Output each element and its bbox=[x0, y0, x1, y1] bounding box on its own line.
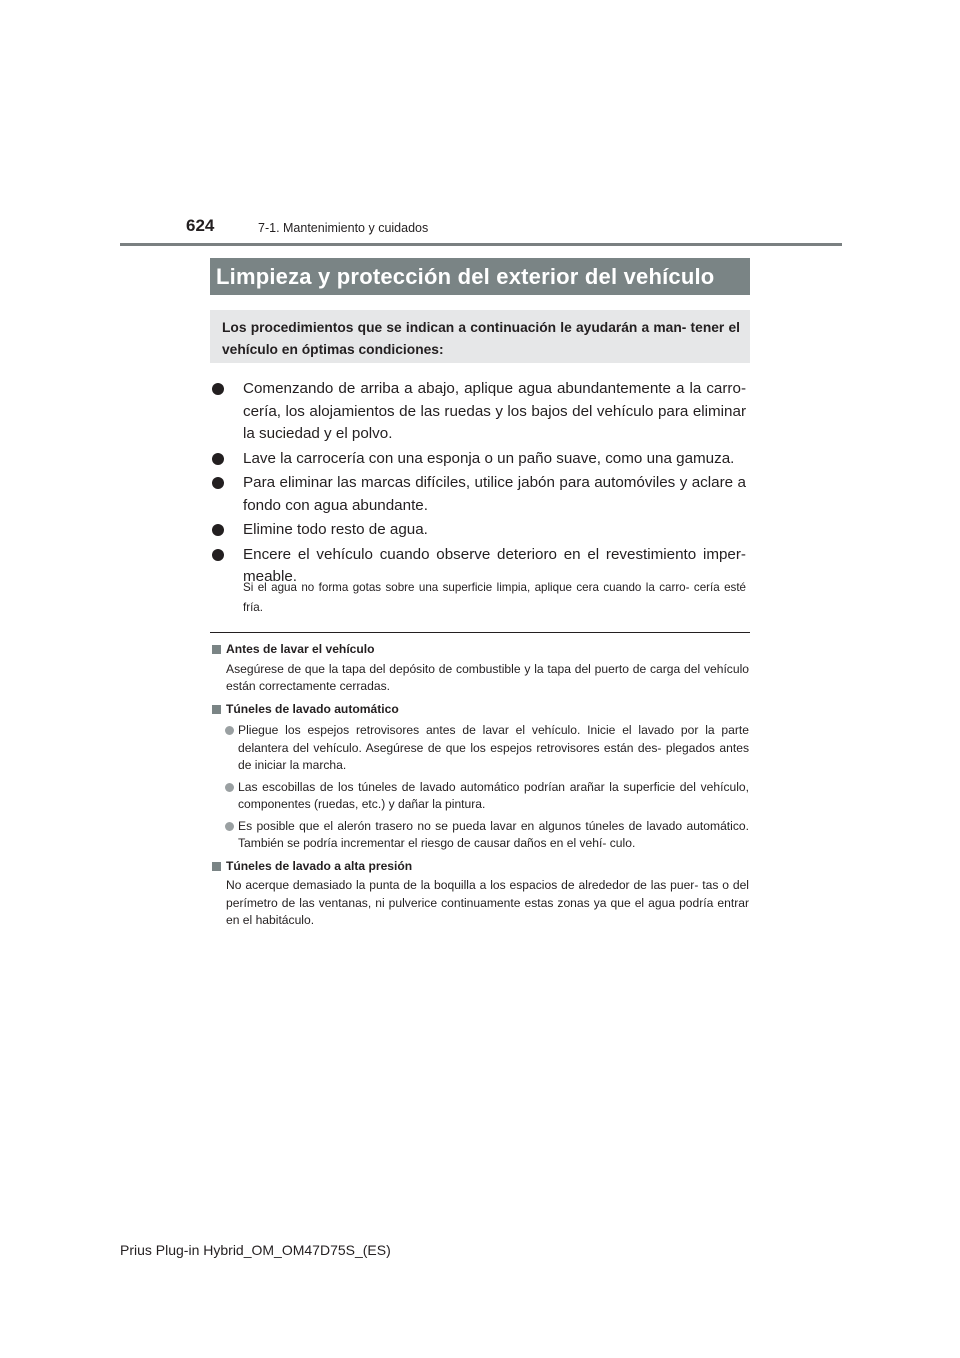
note-heading-high-pressure bbox=[212, 858, 749, 876]
square-bullet-icon bbox=[212, 862, 221, 871]
page-title: Limpieza y protección del exterior del vehículo bbox=[210, 258, 750, 295]
note-list-item bbox=[212, 818, 749, 853]
bullet-dot-icon bbox=[212, 549, 224, 561]
notes-divider bbox=[210, 632, 750, 633]
bullet-dot-icon bbox=[225, 822, 234, 831]
bullet-dot-icon bbox=[212, 383, 224, 395]
note-heading-automatic bbox=[212, 701, 749, 719]
square-bullet-icon bbox=[212, 705, 221, 714]
note-list-item bbox=[212, 779, 749, 814]
wax-subnote: Si el agua no forma gotas sobre una superficie limpia, aplique cera cuando la carro- cería esté fría. bbox=[243, 581, 746, 614]
intro-box bbox=[210, 310, 750, 363]
note-text: Asegúrese de que la tapa del depósito de combustible y la tapa del puerto de carga del vehículo están correctamente cerradas. bbox=[226, 661, 749, 693]
note-text: No acerque demasiado la punta de la boquilla a los espacios de alrededor de las puer- tas o del perímetro de las ventanas, ni pulverice continuamente estas zonas ya que el agua podría entrar en el habitáculo. bbox=[226, 878, 749, 927]
page-number: 624 bbox=[186, 216, 215, 235]
list-item-text: Encere el vehículo cuando observe deterioro en el revestimiento imper- meable. bbox=[243, 545, 746, 585]
bullet-dot-icon bbox=[212, 477, 224, 489]
procedure-list bbox=[212, 378, 746, 591]
list-item bbox=[212, 519, 746, 542]
square-bullet-icon bbox=[212, 645, 221, 654]
list-item-text: Elimine todo resto de agua. bbox=[243, 521, 428, 538]
list-item bbox=[212, 448, 746, 471]
header-divider bbox=[120, 243, 842, 246]
bullet-dot-icon bbox=[212, 524, 224, 536]
note-item-text: Es posible que el alerón trasero no se pueda lavar en algunos túneles de lavado automático. También se podría incrementar el riesgo de causar daños en el vehí- culo. bbox=[238, 818, 749, 850]
note-list-item bbox=[212, 722, 749, 775]
bullet-dot-icon bbox=[212, 453, 224, 465]
list-item-text: Lave la carrocería con una esponja o un paño suave, como una gamuza. bbox=[243, 449, 735, 467]
bullet-dot-icon bbox=[225, 783, 234, 792]
note-heading-text: Antes de lavar el vehículo bbox=[226, 642, 375, 656]
bullet-dot-icon bbox=[225, 726, 234, 735]
list-item bbox=[212, 378, 746, 446]
note-heading-text: Túneles de lavado a alta presión bbox=[226, 858, 413, 873]
notes-section bbox=[212, 641, 749, 930]
footer-doc-id: Prius Plug-in Hybrid_OM_OM47D75S_(ES) bbox=[120, 1242, 391, 1258]
note-item-text: Pliegue los espejos retrovisores antes de lavar el vehículo. Inicie el lavado por la parte delantera del vehículo. Asegúrese de que los espejos retrovisores están des- plegados antes de iniciar la marcha. bbox=[238, 723, 749, 772]
note-heading-before-wash bbox=[212, 641, 749, 659]
note-heading-text: Túneles de lavado automático bbox=[226, 701, 399, 716]
section-breadcrumb: 7-1. Mantenimiento y cuidados bbox=[258, 221, 429, 235]
note-item-text: Las escobillas de los túneles de lavado automático podrían arañar la superficie del vehículo, componentes (ruedas, etc.) y dañar la pintura. bbox=[238, 779, 749, 811]
list-item-text: Comenzando de arriba a abajo, aplique agua abundantemente a la carro- cería, los alojamientos de las ruedas y los bajos del vehículo para eliminar la suciedad y el polvo. bbox=[243, 380, 746, 442]
list-item bbox=[212, 472, 746, 517]
list-item-text: Para eliminar las marcas difíciles, utilice jabón para automóviles y aclare a fondo con agua abundante. bbox=[243, 474, 746, 514]
intro-text: Los procedimientos que se indican a continuación le ayudarán a man- tener el vehículo en óptimas condiciones: bbox=[222, 320, 740, 357]
